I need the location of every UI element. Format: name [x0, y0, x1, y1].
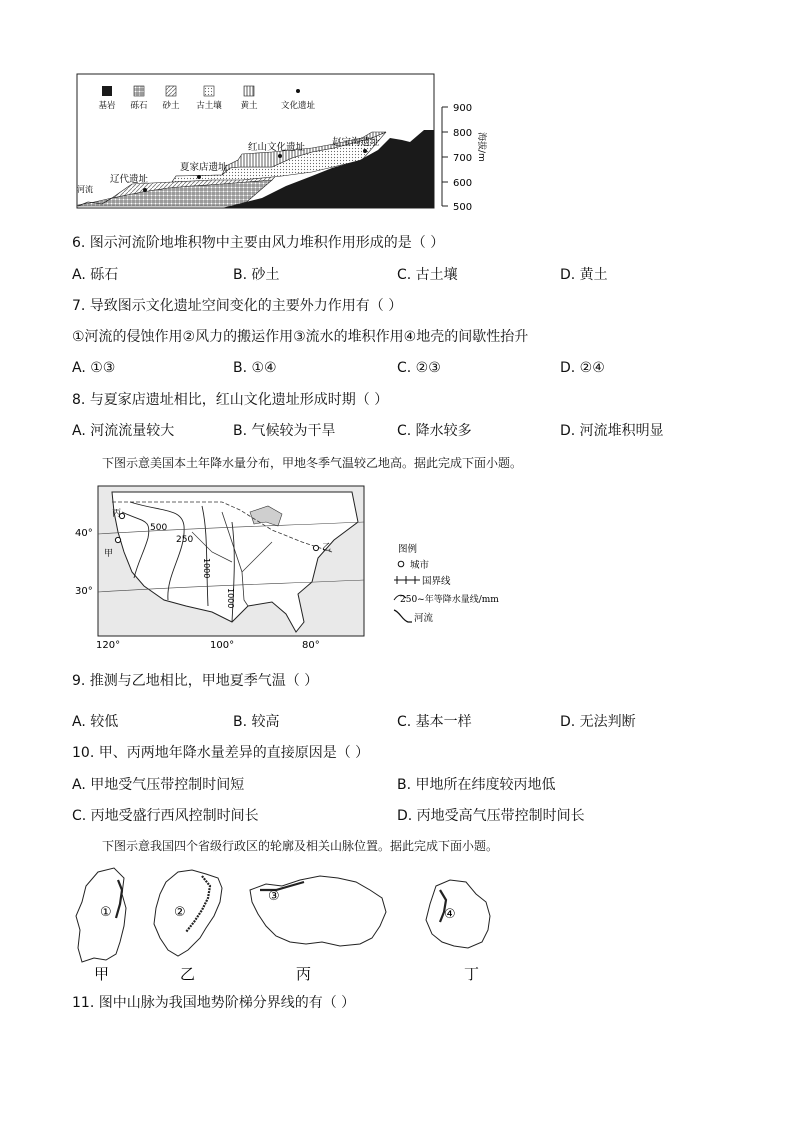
place-jia: 甲	[104, 549, 114, 559]
hongshan-site-dot	[278, 154, 282, 158]
q9-option-b[interactable]: B. 较高	[233, 714, 280, 730]
q8-option-a[interactable]: A. 河流流量较大	[72, 423, 175, 439]
map-legend	[394, 543, 499, 624]
legend-label: 砂土	[162, 101, 180, 111]
mountain-number: ②	[174, 905, 186, 920]
liao-site-label: 辽代遗址	[110, 174, 149, 185]
mountain-number: ③	[268, 889, 280, 904]
isoline-label-1000: 1000	[226, 588, 235, 609]
question-8-stem: 8. 与夏家店遗址相比，红山文化遗址形成时期（ ）	[72, 392, 389, 408]
q7-option-d[interactable]: D. ②④	[560, 360, 605, 376]
mountain-number: ①	[100, 905, 112, 920]
lon-label: 80°	[302, 640, 320, 651]
intro-province-outlines: 下图示意我国四个省级行政区的轮廓及相关山脉位置。据此完成下面小题。	[102, 839, 499, 853]
q9-option-d[interactable]: D. 无法判断	[560, 714, 636, 730]
zhaobaogou-site-dot	[363, 149, 367, 153]
hongshan-site-label: 红山文化遗址	[248, 142, 306, 153]
legend-city-icon	[398, 561, 404, 567]
river-label: 河流	[77, 185, 93, 194]
legend-label: 城市	[410, 560, 430, 571]
question-6-stem: 6. 图示河流阶地堆积物中主要由风力堆积作用形成的是（ ）	[72, 235, 445, 251]
elevation-axis-title: 海拔/m	[476, 132, 486, 162]
legend-title: 图例	[398, 544, 418, 555]
province-outlines-figure	[70, 864, 550, 986]
terrace-profile-figure	[72, 72, 492, 214]
isoline-label-250: 250	[176, 535, 194, 545]
q6-option-c[interactable]: C. 古土壤	[397, 267, 458, 283]
legend-river-icon	[394, 610, 412, 622]
question-10-stem: 10. 甲、丙两地年降水量差异的直接原因是（ ）	[72, 745, 370, 761]
legend-loess-swatch	[244, 86, 254, 96]
q7-option-b[interactable]: B. ①④	[233, 360, 277, 376]
province-name: 乙	[180, 965, 196, 983]
q7-option-c[interactable]: C. ②③	[397, 360, 441, 376]
legend-sand-swatch	[166, 86, 176, 96]
q10-option-a[interactable]: A. 甲地受气压带控制时间短	[72, 777, 245, 793]
isoline-label-1000: 1000	[202, 558, 211, 579]
place-bing: 丙	[112, 509, 122, 519]
legend-gravel-swatch	[134, 86, 144, 96]
q10-option-c[interactable]: C. 丙地受盛行西风控制时间长	[72, 808, 259, 824]
q6-option-a[interactable]: A. 砾石	[72, 267, 119, 283]
mountain-1-mark	[116, 880, 122, 918]
province-bing-outline	[250, 876, 386, 946]
isoline-label-500: 500	[150, 523, 168, 533]
city-jia-dot	[115, 537, 120, 542]
q8-option-c[interactable]: C. 降水较多	[397, 423, 472, 439]
q9-option-a[interactable]: A. 较低	[72, 714, 119, 730]
province-name: 甲	[94, 965, 110, 983]
xiajiadian-site-label: 夏家店遗址	[180, 162, 228, 173]
province-yi-outline	[154, 870, 222, 956]
question-7-stem: 7. 导致图示文化遗址空间变化的主要外力作用有（ ）	[72, 298, 403, 314]
elevation-tick: 500	[453, 202, 473, 213]
elevation-tick: 900	[453, 103, 473, 114]
place-yi: 乙	[322, 543, 332, 553]
lat-label: 40°	[75, 528, 93, 539]
province-name: 丙	[296, 965, 312, 983]
q7-option-a[interactable]: A. ①③	[72, 360, 116, 376]
us-precipitation-map	[72, 482, 512, 652]
legend-label: 国界线	[422, 576, 451, 587]
lon-label: 100°	[210, 640, 235, 651]
q10-option-b[interactable]: B. 甲地所在纬度较丙地低	[397, 777, 556, 793]
q6-option-d[interactable]: D. 黄土	[560, 267, 608, 283]
profile-legend	[98, 86, 315, 111]
question-9-stem: 9. 推测与乙地相比，甲地夏季气温（ ）	[72, 673, 319, 689]
q6-option-b[interactable]: B. 砂土	[233, 267, 280, 283]
city-yi-dot	[313, 545, 318, 550]
lon-label: 120°	[96, 640, 121, 651]
mountain-number: ④	[444, 907, 456, 922]
q10-option-d[interactable]: D. 丙地受高气压带控制时间长	[397, 808, 585, 824]
legend-paleosol-swatch	[204, 86, 214, 96]
elevation-axis	[442, 103, 488, 213]
question-11-stem: 11. 图中山脉为我国地势阶梯分界线的有（ ）	[72, 995, 356, 1011]
legend-site-dot	[296, 89, 300, 93]
q8-option-b[interactable]: B. 气候较为干旱	[233, 423, 336, 439]
legend-bedrock-swatch	[102, 86, 112, 96]
legend-label: 250~年等降水量线/mm	[400, 595, 499, 605]
province-ding-outline	[426, 880, 490, 948]
zhaobaogou-site-label: 赵宝沟遗址	[332, 137, 380, 148]
legend-label: 文化遗址	[280, 101, 316, 111]
elevation-tick: 700	[453, 153, 473, 164]
lat-label: 30°	[75, 586, 93, 597]
xiajiadian-site-dot	[197, 175, 201, 179]
elevation-tick: 800	[453, 128, 473, 139]
province-name: 丁	[464, 965, 480, 983]
q8-option-d[interactable]: D. 河流堆积明显	[560, 423, 664, 439]
legend-label: 古土壤	[196, 101, 222, 111]
legend-label: 河流	[414, 613, 434, 624]
legend-label: 黄土	[240, 101, 258, 111]
q9-option-c[interactable]: C. 基本一样	[397, 714, 472, 730]
legend-label: 基岩	[98, 101, 116, 111]
mountain-2-mark	[186, 876, 210, 932]
elevation-tick: 600	[453, 178, 473, 189]
liao-site-dot	[143, 188, 147, 192]
intro-precipitation-map: 下图示意美国本土年降水量分布，甲地冬季气温较乙地高。据此完成下面小题。	[102, 456, 523, 470]
legend-label: 砾石	[130, 101, 148, 111]
question-7-statements: ①河流的侵蚀作用②风力的搬运作用③流水的堆积作用④地壳的间歇性抬升	[72, 329, 529, 345]
